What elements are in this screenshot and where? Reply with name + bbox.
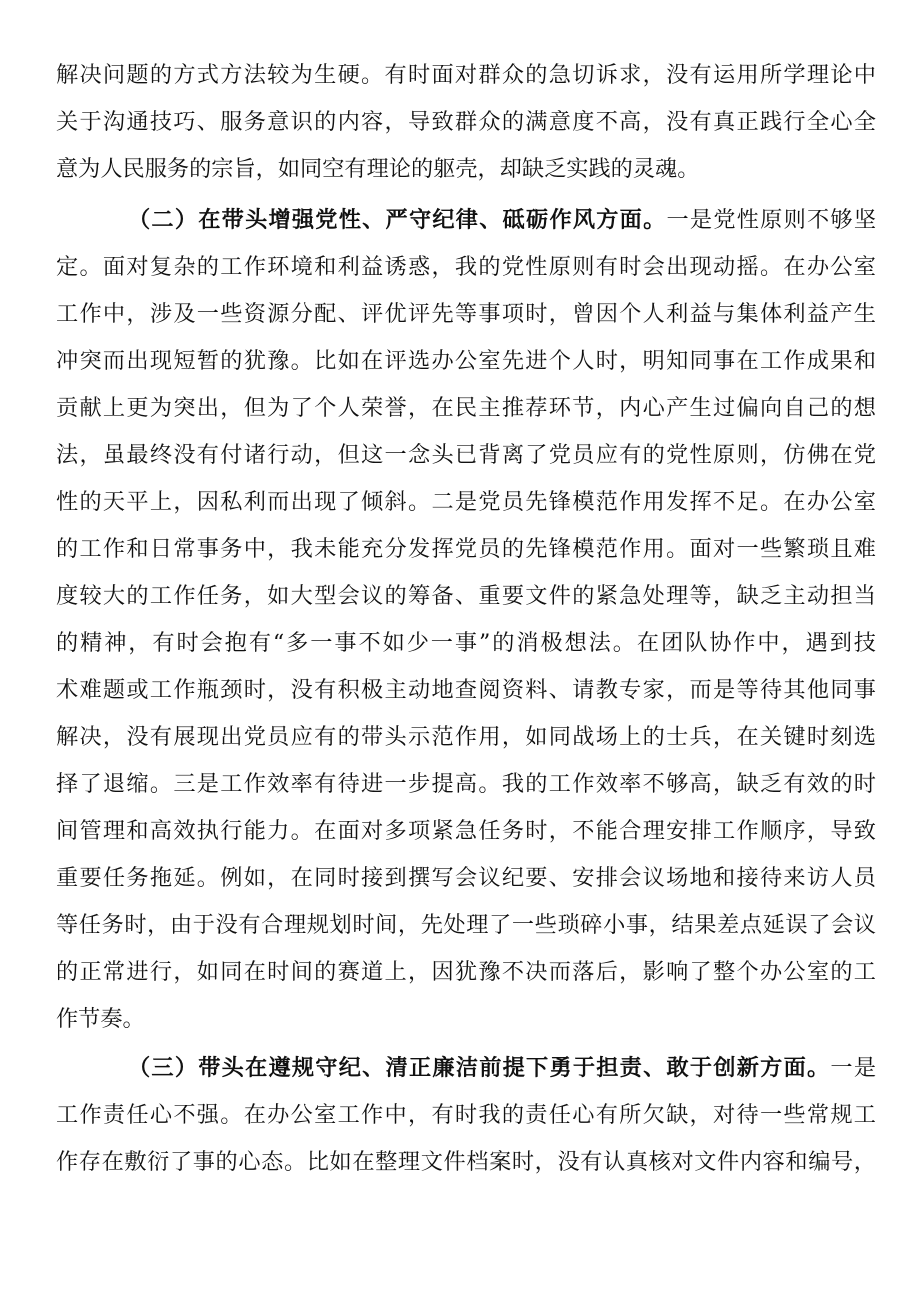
paragraph-1 — [56, 52, 876, 193]
text-line: 关于沟通技巧、服务意识的内容，导致群众的满意度不高，没有真正践行全心全 — [56, 109, 876, 135]
text-line: 定。面对复杂的工作环境和利益诱惑，我的党性原则有时会出现动摇。在办公室 — [56, 254, 876, 280]
text-line: 术难题或工作瓶颈时，没有积极主动地查阅资料、请教专家，而是等待其他同事 — [56, 677, 876, 703]
section-heading-3: （三）带头在遵规守纪、清正廉洁前提下勇于担责、敢于创新方面。 — [128, 1055, 831, 1081]
paragraph-first-line — [56, 1045, 876, 1092]
text-line: 度较大的工作任务，如大型会议的筹备、重要文件的紧急处理等，缺乏主动担当 — [56, 583, 876, 609]
text-line: 等任务时，由于没有合理规划时间，先处理了一些琐碎小事，结果差点延误了会议 — [56, 912, 876, 938]
text-line: 解决问题的方式方法较为生硬。有时面对群众的急切诉求，没有运用所学理论中 — [56, 62, 876, 88]
text-line: 重要任务拖延。例如，在同时接到撰写会议纪要、安排会议场地和接待来访人员 — [56, 865, 876, 891]
text-line: 法，虽最终没有付诸行动，但这一念头已背离了党员应有的党性原则，仿佛在党 — [56, 442, 876, 468]
text-line: 工作中，涉及一些资源分配、评优评先等事项时，曾因个人利益与集体利益产生 — [56, 301, 876, 327]
text-line: 贡献上更为突出，但为了个人荣誉，在民主推荐环节，内心产生过偏向自己的想 — [56, 395, 876, 421]
paragraph-3 — [56, 1045, 876, 1186]
text-line: 间管理和高效执行能力。在面对多项紧急任务时，不能合理安排工作顺序，导致 — [56, 818, 876, 844]
document-page — [56, 52, 876, 1186]
text-line: 择了退缩。三是工作效率有待进一步提高。我的工作效率不够高，缺乏有效的时 — [56, 771, 876, 797]
text-line: 意为人民服务的宗旨，如同空有理论的躯壳，却缺乏实践的灵魂。 — [56, 156, 700, 182]
text-line: 工作责任心不强。在办公室工作中，有时我的责任心有所欠缺，对待一些常规工 — [56, 1102, 876, 1128]
text-line: 解决，没有展现出党员应有的带头示范作用，如同战场上的士兵，在关键时刻选 — [56, 724, 876, 750]
text-line: 的正常进行，如同在时间的赛道上，因犹豫不决而落后，影响了整个办公室的工 — [56, 959, 876, 985]
section-heading-2: （二）在带头增强党性、严守纪律、砥砺作风方面。 — [128, 207, 667, 233]
text-run: 一是 — [830, 1055, 877, 1081]
text-line: 冲突而出现短暂的犹豫。比如在评选办公室先进个人时，明知同事在工作成果和 — [56, 348, 876, 374]
text-line: 作节奏。 — [56, 1006, 145, 1032]
text-line: 的工作和日常事务中，我未能充分发挥党员的先锋模范作用。面对一些繁琐且难 — [56, 536, 876, 562]
text-run: 一是党性原则不够坚 — [666, 207, 877, 233]
paragraph-2 — [56, 197, 876, 1043]
paragraph-first-line — [56, 197, 876, 244]
text-line: 作存在敷衍了事的心态。比如在整理文件档案时，没有认真核对文件内容和编号， — [56, 1149, 876, 1175]
text-line: 的精神，有时会抱有“多一事不如少一事”的消极想法。在团队协作中，遇到技 — [56, 630, 876, 656]
text-line: 性的天平上，因私利而出现了倾斜。二是党员先锋模范作用发挥不足。在办公室 — [56, 489, 876, 515]
